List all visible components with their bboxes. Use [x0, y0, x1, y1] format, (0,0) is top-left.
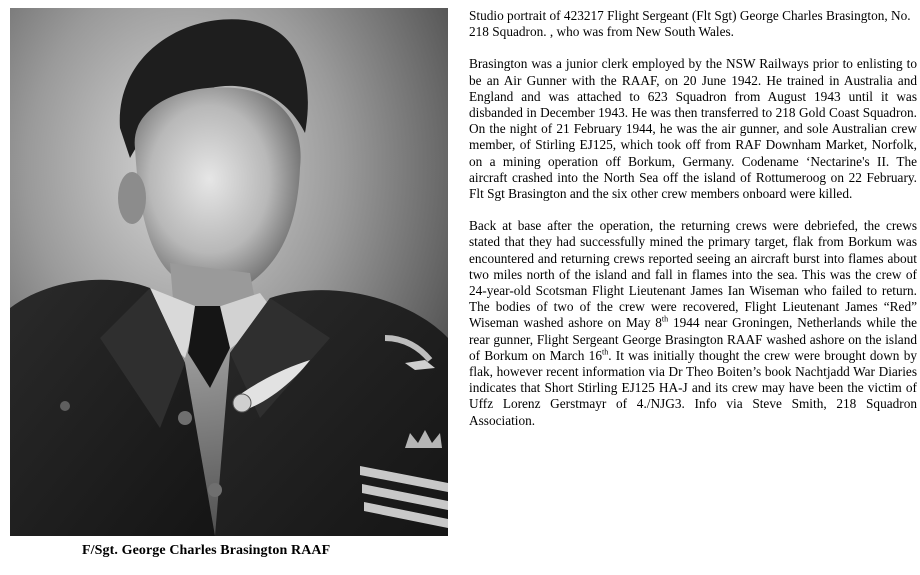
- paragraph-operation: [469, 218, 917, 429]
- superscript-th: th: [661, 315, 669, 325]
- paragraph-intro: Studio portrait of 423217 Flight Sergeant (Flt Sgt) George Charles Brasington, No. 218 Squadron. , who was from New South Wales.: [469, 8, 911, 40]
- portrait-illustration: [10, 8, 448, 536]
- paragraph-operation-part1: Back at base after the operation, the returning crews were debriefed, the crews stated that they had successfully mined the primary target, flak from Borkum was encountered and returning crews reported seeing an aircraft burst into flames about two miles north of the island and fall in flames into the sea. This was the crew of 24-year-old Scotsman Flight Lieutenant James Ian Wiseman who failed to return. The bodies of two of the crew were recovered, Flight Lieutenant James “Red” Wiseman washed ashore on May 8: [469, 218, 917, 331]
- superscript-th: th: [601, 347, 609, 357]
- photo-caption: F/Sgt. George Charles Brasington RAAF: [82, 543, 331, 558]
- paragraph-biography: Brasington was a junior clerk employed by the NSW Railways prior to enlisting to be an Air Gunner with the RAAF, on 20 June 1942. He trained in Australia and England and was attached to 623 Squadron from August 1943 until it was disbanded in December 1943. He was then transferred to 218 Gold Coast Squadron. On the night of 21 February 1944, he was the air gunner, and sole Australian crew member, of Stirling EJ125, which took off from RAF Downham Market, Norfolk, on a mining operation off Borkum, Germany. Codename ‘Nectarine's II. The aircraft crashed into the North Sea off the island of Rottumeroog on 22 February. Flt Sgt Brasington and the six other crew members onboard were killed.: [469, 56, 917, 202]
- article-body: [469, 8, 917, 445]
- paragraph-operation-part2: 1944 near Groningen, Netherlands while the rear gunner, Flight Sergeant George Brasington RAAF washed ashore on the island of Borkum on March 16: [469, 315, 917, 363]
- portrait-photo: [10, 8, 448, 536]
- paragraph-operation-part3: . It was initially thought the crew were brought down by flak, however recent information via Dr Theo Boiten’s book Nachtjadd War Diaries indicates that Short Stirling EJ125 HA-J and its crew may have been the victim of Uffz Lorenz Gerstmayr of 4./NJG3. Info via Steve Smith, 218 Squadron Association.: [469, 347, 917, 428]
